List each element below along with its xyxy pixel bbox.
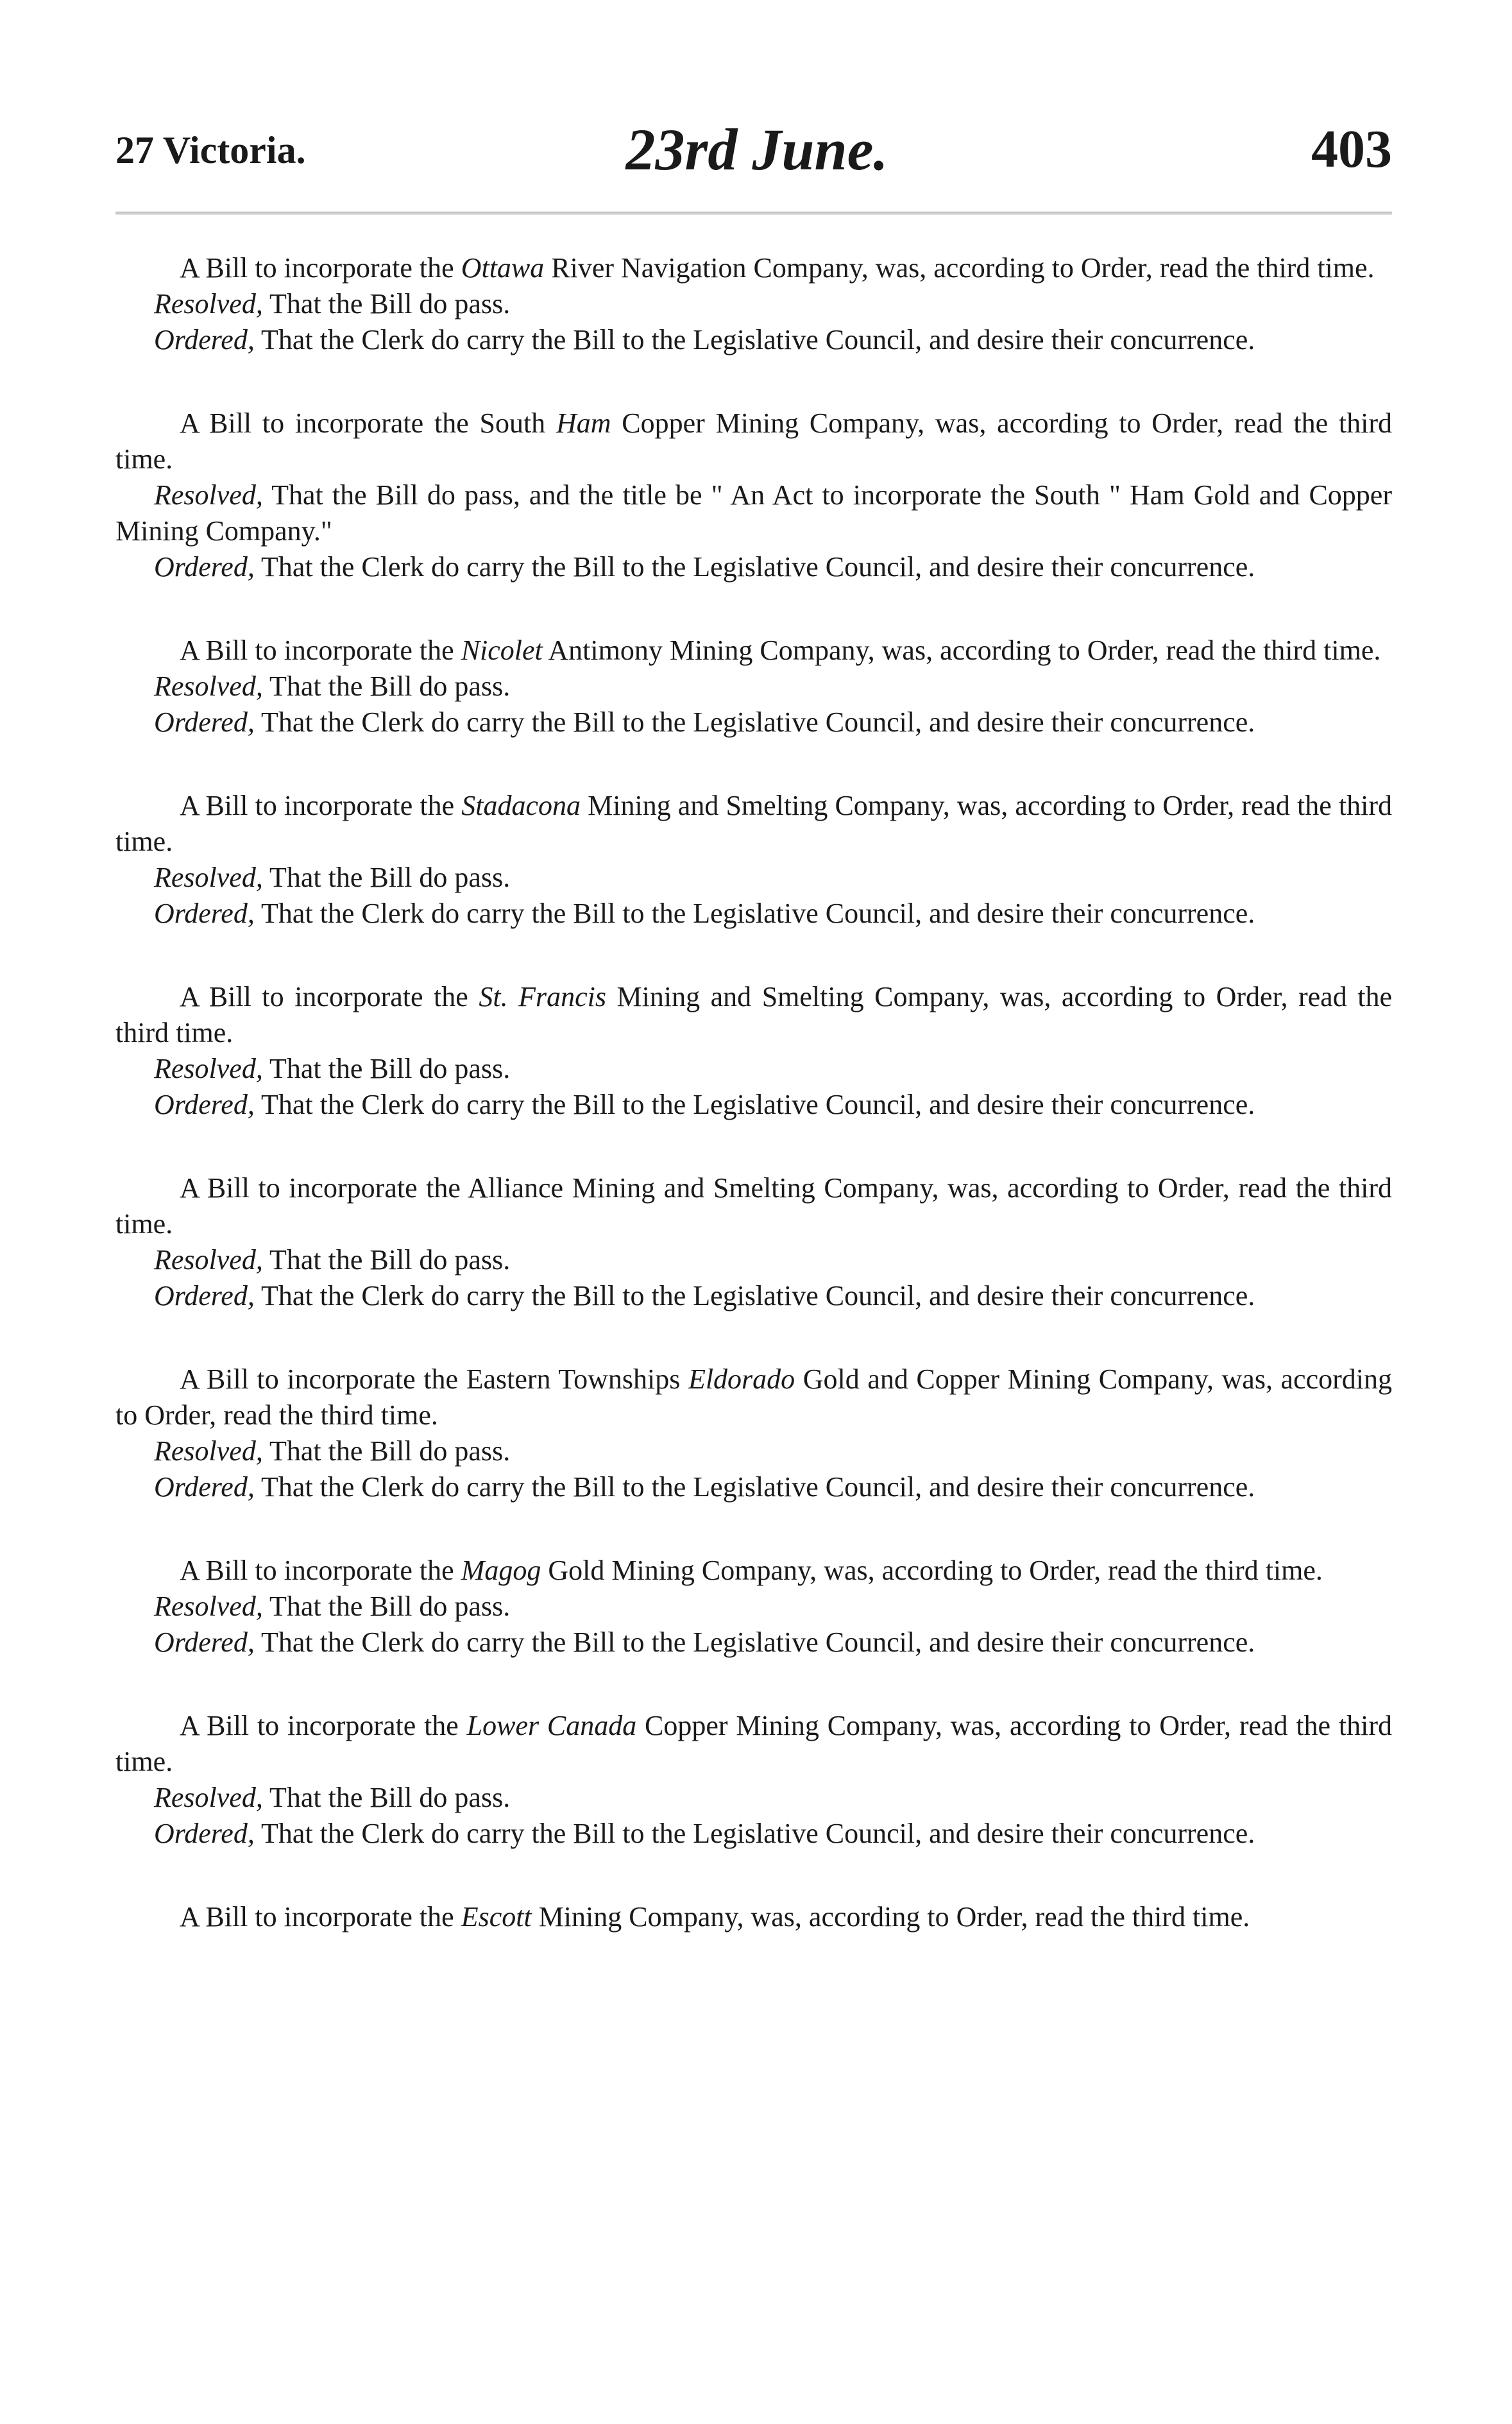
ordered-label: Ordered, [154, 1089, 255, 1120]
ordered-label: Ordered, [154, 324, 255, 355]
company-name: St. Francis [479, 981, 606, 1012]
ordered-line: Ordered, That the Clerk do carry the Bill to the Legislative Council, and desire their concurrence. [154, 551, 1255, 583]
bill-statement: A Bill to incorporate the Stadacona Mining and Smelting Company, was, according to Order, read the third time. [115, 790, 1392, 857]
bill-entry [115, 405, 1392, 585]
resolved-label: Resolved, [154, 1782, 263, 1813]
ordered-label: Ordered, [154, 1471, 255, 1503]
page-number: 403 [1311, 119, 1392, 179]
resolved-line: Resolved, That the Bill do pass. [154, 1053, 511, 1084]
ordered-line: Ordered, That the Clerk do carry the Bill to the Legislative Council, and desire their concurrence. [154, 1280, 1255, 1311]
ordered-line: Ordered, That the Clerk do carry the Bill to the Legislative Council, and desire their concurrence. [154, 1089, 1255, 1120]
resolved-line: Resolved, That the Bill do pass. [154, 862, 511, 893]
page-header [115, 115, 1398, 186]
company-name: Magog [461, 1555, 541, 1586]
ordered-line: Ordered, That the Clerk do carry the Bill to the Legislative Council, and desire their concurrence. [154, 898, 1255, 929]
bill-statement: A Bill to incorporate the Ottawa River Navigation Company, was, according to Order, read the third time. [180, 252, 1375, 284]
bill-statement: A Bill to incorporate the Lower Canada Copper Mining Company, was, according to Order, read the third time. [115, 1710, 1392, 1777]
ordered-line: Ordered, That the Clerk do carry the Bill to the Legislative Council, and desire their concurrence. [154, 324, 1255, 355]
resolved-line: Resolved, That the Bill do pass. [154, 670, 511, 702]
resolved-line: Resolved, That the Bill do pass. [154, 288, 511, 320]
header-rule [115, 212, 1392, 214]
ordered-line: Ordered, That the Clerk do carry the Bill to the Legislative Council, and desire their concurrence. [154, 1818, 1255, 1849]
bill-entry [115, 979, 1392, 1123]
bill-entry [115, 1708, 1392, 1852]
ordered-label: Ordered, [154, 898, 255, 929]
bill-entry [115, 1899, 1392, 1935]
resolved-label: Resolved, [154, 288, 263, 320]
ordered-line: Ordered, That the Clerk do carry the Bill to the Legislative Council, and desire their concurrence. [154, 1626, 1255, 1658]
ordered-line: Ordered, That the Clerk do carry the Bill to the Legislative Council, and desire their concurrence. [154, 1471, 1255, 1503]
resolved-line: Resolved, That the Bill do pass, and the title be " An Act to incorporate the South " Ham Gold and Copper Mining Company." [115, 479, 1392, 547]
bill-statement: A Bill to incorporate the Alliance Mining and Smelting Company, was, according to Order, read the third time. [115, 1172, 1392, 1240]
session-label: 27 Victoria. [115, 129, 306, 171]
resolved-label: Resolved, [154, 479, 263, 511]
ordered-label: Ordered, [154, 706, 255, 738]
company-name: Eldorado [688, 1363, 795, 1395]
bill-entry [115, 633, 1392, 740]
ordered-line: Ordered, That the Clerk do carry the Bill to the Legislative Council, and desire their concurrence. [154, 706, 1255, 738]
bill-entry [115, 1170, 1392, 1314]
resolved-label: Resolved, [154, 1591, 263, 1622]
resolved-line: Resolved, That the Bill do pass. [154, 1591, 511, 1622]
resolved-label: Resolved, [154, 670, 263, 702]
resolved-line: Resolved, That the Bill do pass. [154, 1435, 511, 1467]
company-name: Ham [556, 407, 611, 439]
company-name: Escott [461, 1901, 532, 1933]
bill-statement: A Bill to incorporate the South Ham Copper Mining Company, was, according to Order, read the third time. [115, 407, 1392, 475]
bill-statement: A Bill to incorporate the Escott Mining Company, was, according to Order, read the third time. [180, 1901, 1250, 1933]
resolved-label: Resolved, [154, 1435, 263, 1467]
company-name: Stadacona [461, 790, 581, 821]
ordered-label: Ordered, [154, 1280, 255, 1311]
ordered-label: Ordered, [154, 1626, 255, 1658]
bill-entries [115, 250, 1392, 1983]
bill-statement: A Bill to incorporate the St. Francis Mining and Smelting Company, was, according to Order, read the third time. [115, 981, 1392, 1048]
bill-statement: A Bill to incorporate the Eastern Townships Eldorado Gold and Copper Mining Company, was, according to Order, read the third time. [115, 1363, 1392, 1431]
ordered-label: Ordered, [154, 551, 255, 583]
document-page [115, 115, 1398, 2348]
resolved-label: Resolved, [154, 862, 263, 893]
ordered-label: Ordered, [154, 1818, 255, 1849]
resolved-line: Resolved, That the Bill do pass. [154, 1244, 511, 1276]
bill-entry [115, 788, 1392, 932]
bill-entry [115, 1553, 1392, 1660]
bill-entry [115, 250, 1392, 358]
bill-statement: A Bill to incorporate the Nicolet Antimony Mining Company, was, according to Order, read the third time. [180, 635, 1381, 666]
company-name: Ottawa [461, 252, 545, 284]
company-name: Nicolet [461, 635, 543, 666]
bill-entry [115, 1361, 1392, 1505]
company-name: Lower Canada [466, 1710, 637, 1741]
resolved-label: Resolved, [154, 1053, 263, 1084]
bill-statement: A Bill to incorporate the Magog Gold Mining Company, was, according to Order, read the third time. [180, 1555, 1323, 1586]
page-date: 23rd June. [625, 117, 888, 182]
resolved-line: Resolved, That the Bill do pass. [154, 1782, 511, 1813]
resolved-label: Resolved, [154, 1244, 263, 1276]
